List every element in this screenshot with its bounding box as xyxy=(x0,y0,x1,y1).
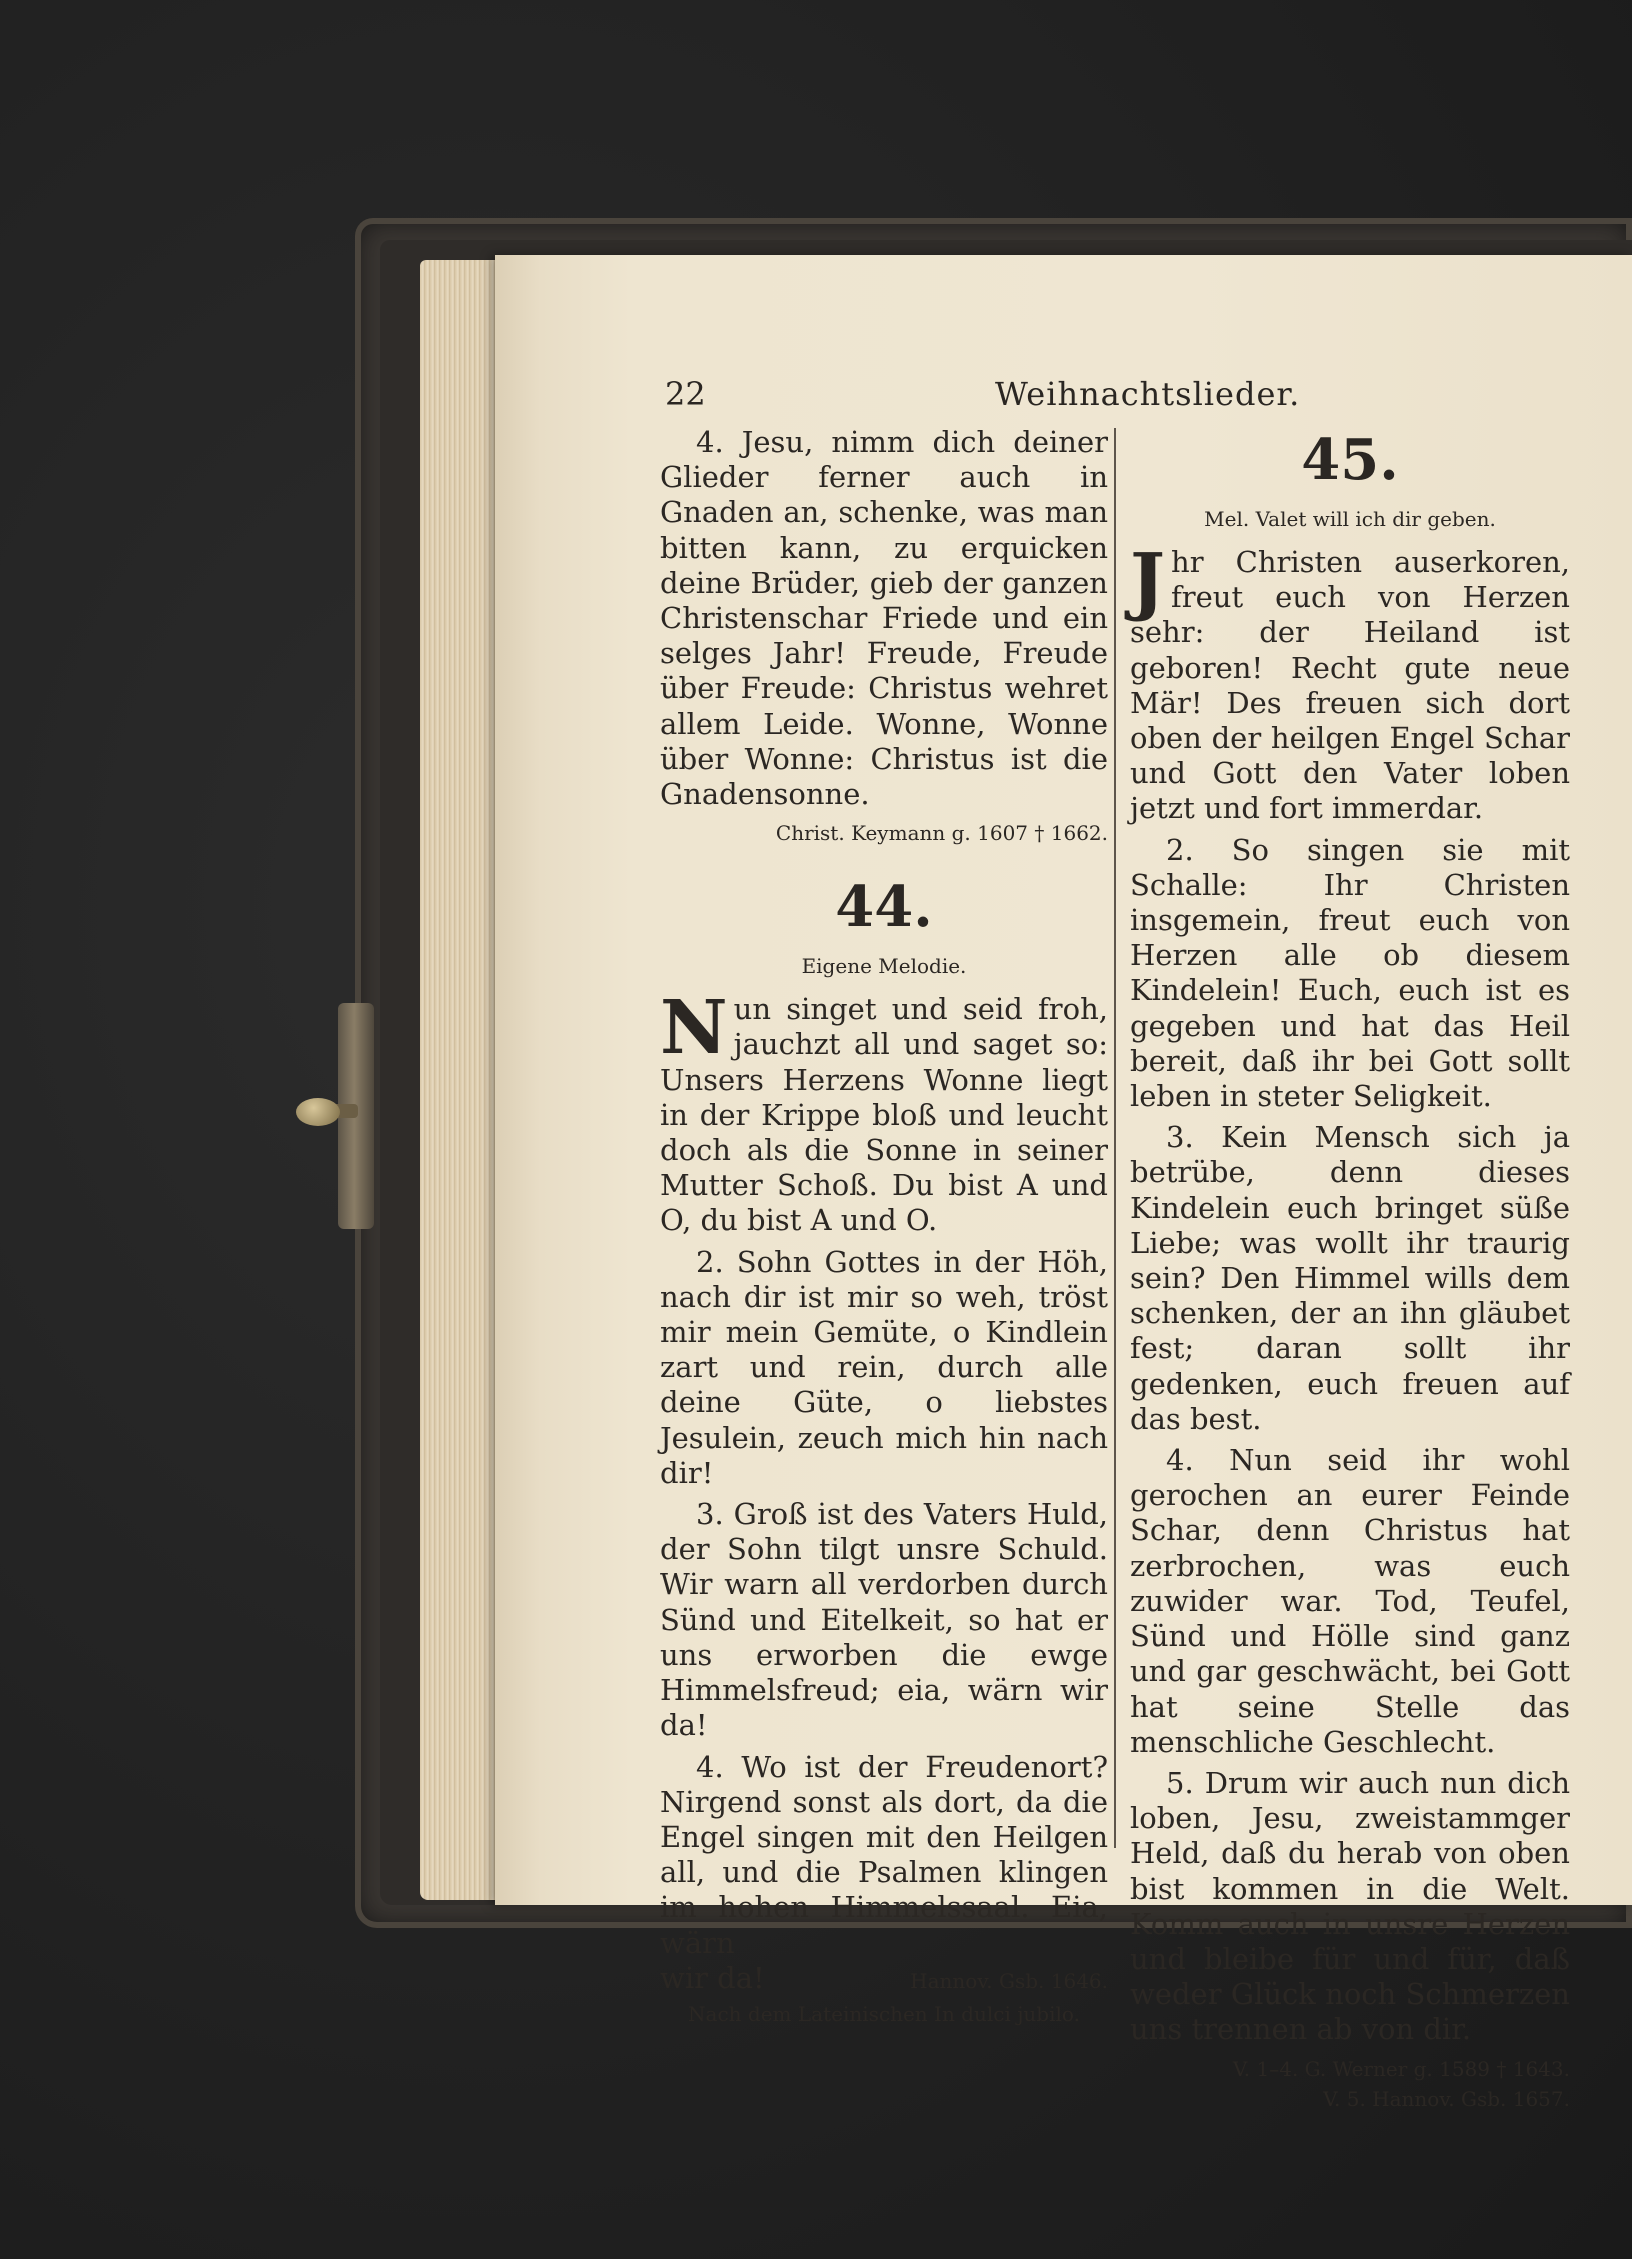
hymn-45-verse-2: 2. So singen sie mit Schalle: Ihr Christen insgemein, freut euch von Herzen alle ob diesem Kindelein! Euch, euch ist es gegeben und hat das Heil bereit, daß ihr bei Gott sollt leben in steter Seligkeit. xyxy=(1130,832,1570,1114)
hymn-45-dropcap: J xyxy=(1130,538,1166,624)
hymn-44-verse-4-end xyxy=(660,1961,1108,1999)
hymn-45-verse-5: 5. Drum wir auch nun dich loben, Jesu, zweistammger Held, daß du herab von oben bist kommen in die Welt. Komm auch in unsre Herzen und bleibe für und für, daß weder Glück noch Schmerzen uns trennen ab von dir. xyxy=(1130,1765,1570,2047)
page-number: 22 xyxy=(665,375,706,413)
hymn-44-verse-1 xyxy=(660,985,1108,1238)
clasp-knob-icon xyxy=(296,1098,340,1126)
hymn-44-source: Hannov. Gsb. 1646. xyxy=(910,1968,1108,1993)
hymn-44-melody: Eigene Melodie. xyxy=(801,954,967,979)
hymn-44-verse-2: 2. Sohn Gottes in der Höh, nach dir ist mir so weh, tröst mir mein Gemüte, o Kindlein zart und rein, durch alle deine Güte, o liebstes Jesulein, zeuch mich hin nach dir! xyxy=(660,1244,1108,1490)
hymn-45-verse-1-text: hr Christen auserkoren, freut euch von Herzen sehr: der Heiland ist geboren! Recht gute neue Mär! Des freuen sich dort oben der heilgen Engel Schar und Gott den Vater loben jetzt und fort immerdar. xyxy=(1130,545,1570,826)
left-column xyxy=(660,425,1108,2029)
right-column xyxy=(1130,425,1570,2114)
hymn-45-attribution-1: V. 1–4. G. Werner g. 1589 † 1643. xyxy=(1232,2056,1570,2081)
hymn-45-melody: Mel. Valet will ich dir geben. xyxy=(1204,507,1496,531)
hymn-number-44: 44. xyxy=(835,874,933,941)
hymn-45-verse-3: 3. Kein Mensch sich ja betrübe, denn dieses Kindelein euch bringet süße Liebe; was wollt ihr traurig sein? Den Himmel wills dem schenken, der an ihn gläubet fest; daran sollt ihr gedenken, euch freuen auf das best. xyxy=(1130,1120,1570,1436)
hymn-45-verse-4: 4. Nun seid ihr wohl gerochen an eurer Feinde Schar, denn Christus hat zerbrochen, was euch zuwider war. Tod, Teufel, Sünd und Hölle sind ganz und gar geschwächt, bei Gott hat seine Stelle das menschliche Geschlecht. xyxy=(1130,1443,1570,1759)
hymn-44-verse-3: 3. Groß ist des Vaters Huld, der Sohn tilgt unsre Schuld. Wir warn all verdorben durch Sünd und Eitelkeit, so hat er uns erworben die ewge Himmelsfreud; eia, wärn wir da! xyxy=(660,1497,1108,1743)
hymn-44-verse-1-text: un singet und seid froh, jauchzt all und saget so: Unsers Herzens Wonne liegt in der Krippe bloß und leucht doch als die Sonne in seiner Mutter Schoß. Du bist A und O, du bist A und O. xyxy=(660,992,1108,1238)
column-divider xyxy=(1114,428,1116,1848)
hymn-44-dropcap: N xyxy=(660,985,728,1072)
hymn-45-verse-1 xyxy=(1130,538,1570,827)
hymn-44-verse-4-last-words: wir da! xyxy=(660,1960,765,1995)
running-title: Weihnachtslieder. xyxy=(995,375,1301,413)
hymn-44-verse-4: 4. Wo ist der Freudenort? Nirgend sonst als dort, da die Engel singen mit den Heilgen all, und die Psalmen klingen im hohen Himmelssaal. Eia, wärn xyxy=(660,1749,1108,1960)
hymn-45-attribution-2: V. 5. Hannov. Gsb. 1657. xyxy=(1323,2086,1570,2111)
hymn-44-origin-note: Nach dem Lateinischen In dulci jubilo. xyxy=(688,2001,1080,2026)
previous-hymn-verse: 4. Jesu, nimm dich deiner Glieder ferner auch in Gnaden an, schenke, was man bitten kann, zu erquicken deine Brüder, gieb der ganzen Christenschar Friede und ein selges Jahr! Freude, Freude über Freude: Christus wehret allem Leide. Wonne, Wonne über Wonne: Christus ist die Gnadensonne. xyxy=(660,425,1108,812)
hymn-number-45: 45. xyxy=(1301,427,1399,493)
previous-hymn-attribution: Christ. Keymann g. 1607 † 1662. xyxy=(775,821,1108,846)
